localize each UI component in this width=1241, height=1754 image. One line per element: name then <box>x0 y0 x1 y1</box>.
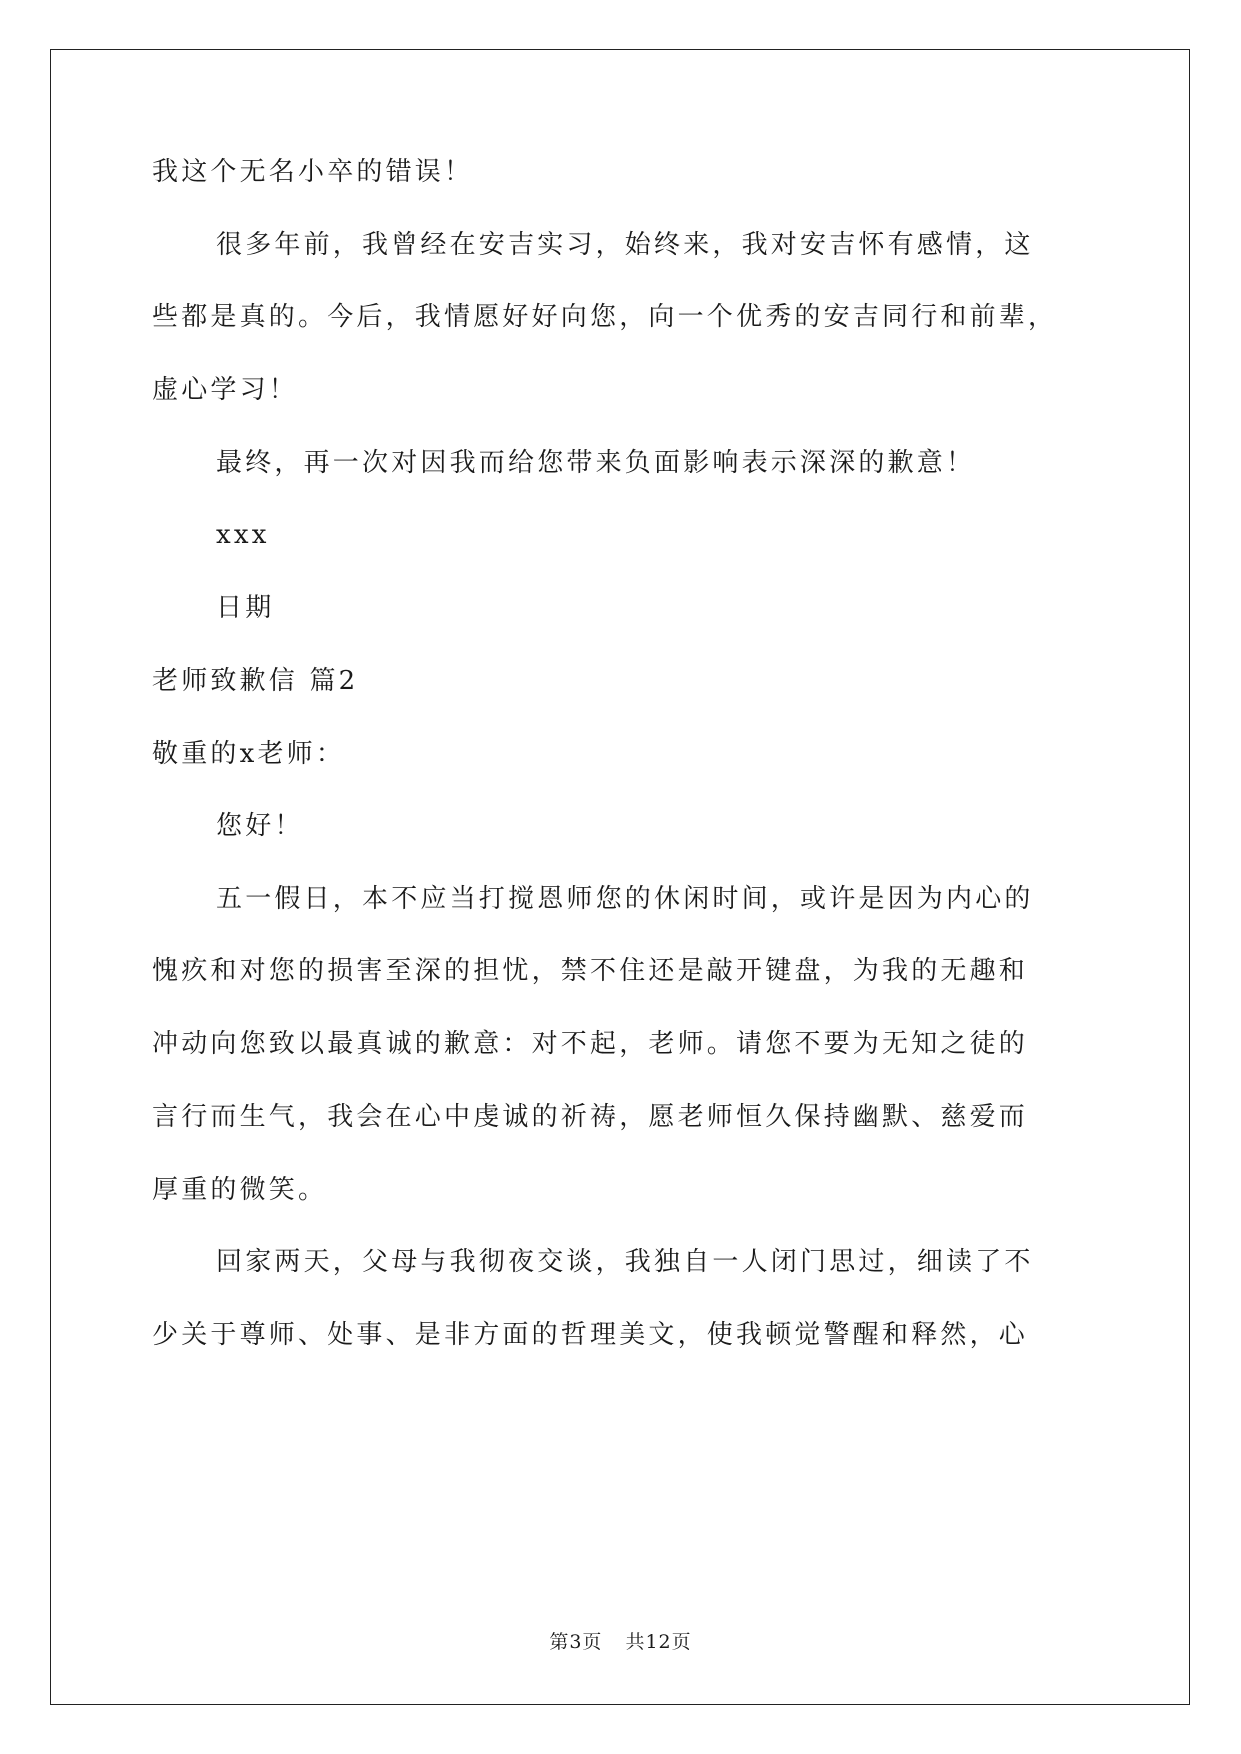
text-line: 愧疚和对您的损害至深的担忧，禁不住还是敲开键盘，为我的无趣和 <box>152 956 1029 986</box>
signature-line: xxx <box>216 520 270 550</box>
text-line: 厚重的微笑。 <box>152 1175 328 1205</box>
paragraph-line: 最终，再一次对因我而给您带来负面影响表示深深的歉意！ <box>216 448 976 478</box>
text-line: 少关于尊师、处事、是非方面的哲理美文，使我顿觉警醒和释然，心 <box>152 1320 1029 1350</box>
paragraph-line: 回家两天，父母与我彻夜交谈，我独自一人闭门思过，细读了不 <box>216 1247 1034 1277</box>
document-body <box>152 0 1112 1600</box>
paragraph-line: 很多年前，我曾经在安吉实习，始终来，我对安吉怀有感情，这 <box>216 230 1034 260</box>
section-heading: 老师致歉信 篇2 <box>152 666 359 696</box>
paragraph-line: 五一假日，本不应当打搅恩师您的休闲时间，或许是因为内心的 <box>216 884 1034 914</box>
page-number: 第3页 <box>549 1631 603 1653</box>
greeting-line: 您好！ <box>216 811 304 841</box>
page-total: 共12页 <box>625 1631 692 1653</box>
text-line: 我这个无名小卒的错误！ <box>152 157 474 187</box>
text-line: 言行而生气，我会在心中虔诚的祈祷，愿老师恒久保持幽默、慈爱而 <box>152 1102 1029 1132</box>
text-line: 些都是真的。今后，我情愿好好向您，向一个优秀的安吉同行和前辈， <box>152 302 1058 332</box>
page-footer <box>0 1627 1241 1654</box>
date-line: 日期 <box>216 593 275 623</box>
salutation-line: 敬重的x老师： <box>152 739 346 769</box>
text-line: 冲动向您致以最真诚的歉意：对不起，老师。请您不要为无知之徒的 <box>152 1029 1029 1059</box>
text-line: 虚心学习！ <box>152 375 299 405</box>
